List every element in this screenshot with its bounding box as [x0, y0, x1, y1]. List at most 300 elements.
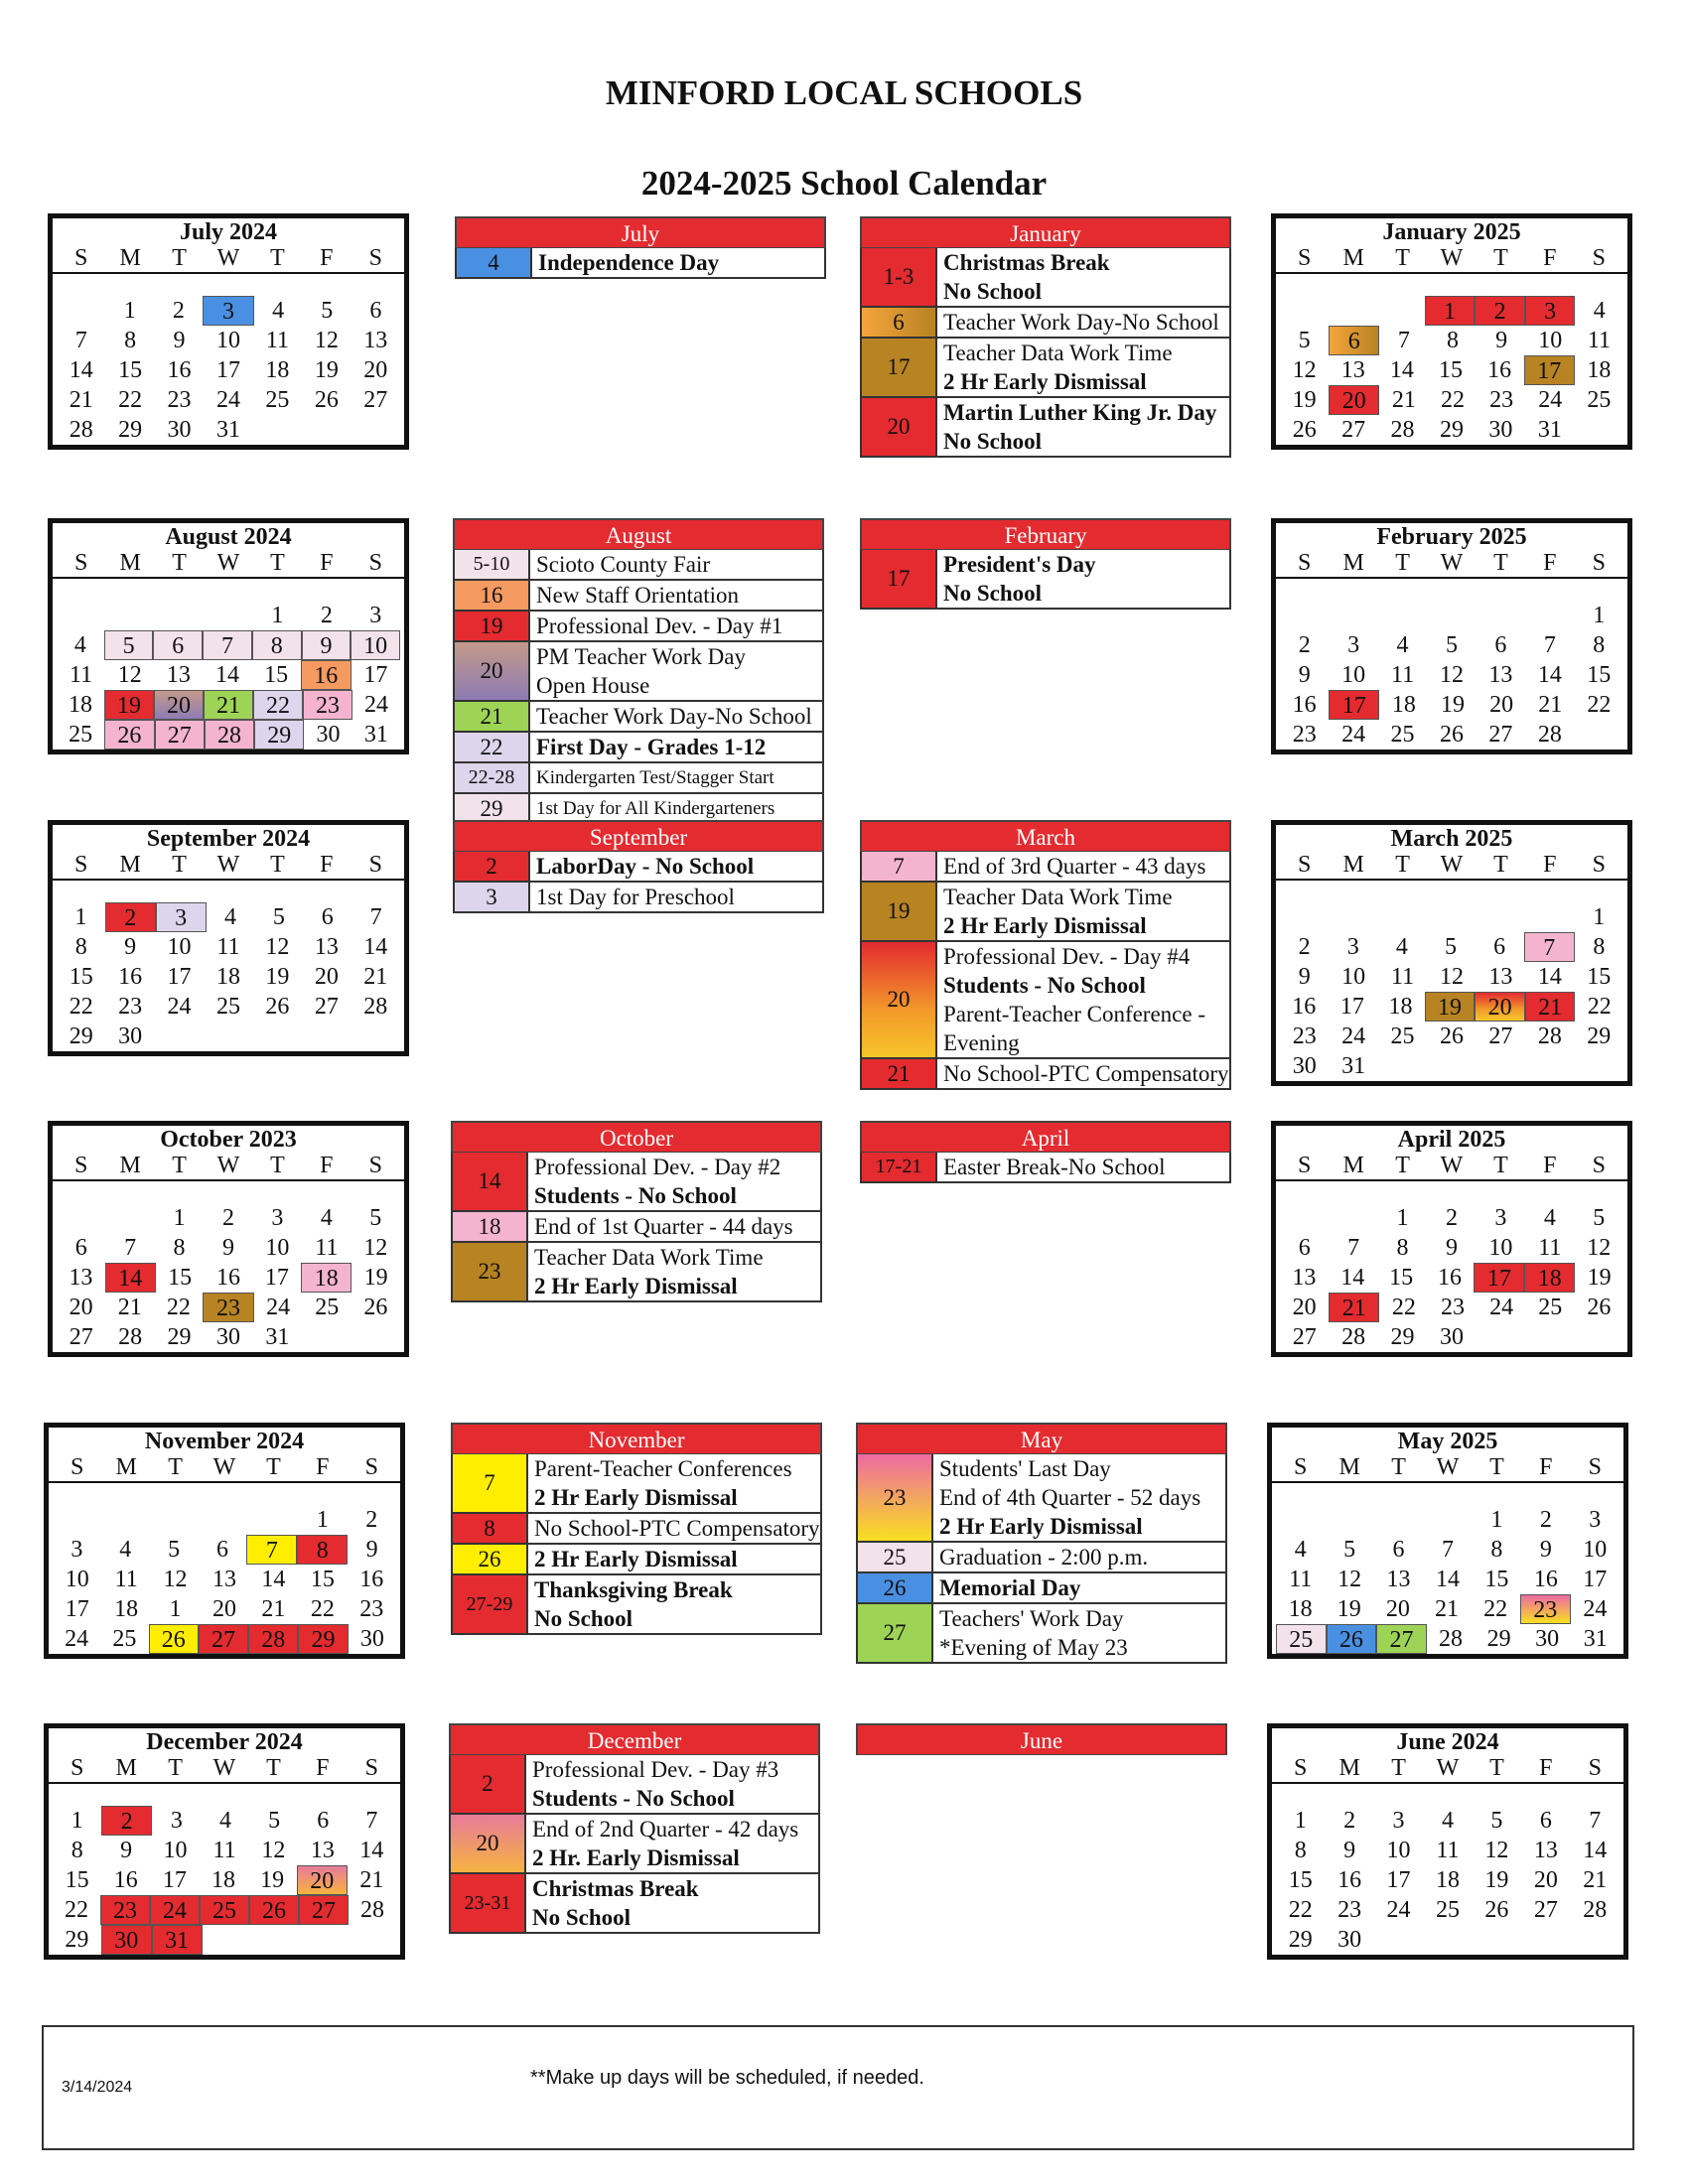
- day-cell: 26: [249, 1895, 299, 1925]
- day-cell: 25: [1276, 1624, 1327, 1654]
- day-cell: 20: [297, 1865, 348, 1895]
- month-title: September 2024: [146, 826, 311, 852]
- month-calendar-feb: [1271, 518, 1632, 754]
- day-cell: 25: [1538, 1295, 1563, 1320]
- week-row: [53, 660, 404, 690]
- week-row: [53, 1293, 404, 1322]
- weekday-label: M: [1338, 1454, 1360, 1480]
- event-text: No School: [943, 581, 1043, 606]
- weekday-label: T: [270, 550, 285, 576]
- events-sep: [453, 820, 824, 913]
- day-cell: 15: [1438, 357, 1463, 383]
- day-cell: 31: [1537, 417, 1562, 443]
- day-cell: 29: [69, 1024, 93, 1049]
- week-row: [1276, 962, 1627, 992]
- day-cell: 18: [1524, 1263, 1575, 1293]
- events-jan: [860, 216, 1231, 458]
- event-row: [449, 1815, 820, 1874]
- day-cell: 21: [1329, 1293, 1379, 1322]
- day-cell: 14: [214, 662, 239, 688]
- day-cell: 25: [1587, 387, 1612, 413]
- day-cell: 3: [156, 902, 207, 932]
- day-cell: 2: [1445, 1205, 1458, 1231]
- day-cell: 1: [271, 603, 284, 628]
- day-cell: 1: [1425, 296, 1476, 326]
- weekday-header: [1276, 549, 1627, 579]
- event-date: 17-21: [862, 1153, 937, 1181]
- day-cell: 18: [265, 357, 290, 383]
- event-date: 5-10: [455, 550, 530, 579]
- weekday-header: [1276, 244, 1627, 274]
- day-cell: 6: [1298, 1235, 1311, 1261]
- month-calendar-mar: [1271, 820, 1632, 1086]
- week-row: [1276, 385, 1627, 415]
- day-cell: 8: [252, 630, 302, 660]
- day-cell: [1423, 1925, 1472, 1955]
- day-cell: 14: [69, 357, 93, 383]
- day-cell: 7: [365, 1808, 378, 1834]
- day-cell: 28: [1537, 722, 1562, 748]
- day-cell: 15: [264, 662, 289, 688]
- weekday-header: [53, 1152, 404, 1181]
- day-cell: 24: [167, 994, 192, 1020]
- weekday-label: T: [266, 1755, 281, 1781]
- weekday-header: [1272, 1754, 1623, 1784]
- week-row: [53, 720, 404, 750]
- day-cell: 29: [1486, 1626, 1511, 1652]
- event-text: *Evening of May 23: [939, 1635, 1128, 1660]
- day-cell: [57, 601, 105, 630]
- weekday-label: M: [119, 245, 141, 271]
- day-cell: [1575, 415, 1623, 445]
- day-cell: 7: [1589, 1808, 1602, 1834]
- week-row: [1276, 296, 1627, 326]
- event-date: 7: [453, 1454, 528, 1512]
- day-cell: 18: [69, 692, 92, 718]
- day-cell: 18: [215, 964, 240, 990]
- day-cell: 15: [168, 1265, 193, 1291]
- day-cell: [1525, 902, 1574, 932]
- event-row: [860, 339, 1231, 398]
- day-cell: 22: [1587, 994, 1612, 1020]
- day-cell: 26: [149, 1624, 199, 1654]
- day-cell: 8: [1593, 632, 1606, 658]
- day-cell: 29: [1587, 1024, 1612, 1049]
- day-cell: 14: [1340, 1265, 1365, 1291]
- day-cell: [1575, 1322, 1623, 1352]
- weekday-label: T: [1391, 1454, 1406, 1480]
- day-cell: 4: [320, 1205, 333, 1231]
- day-cell: 24: [150, 1895, 200, 1925]
- weekday-label: F: [316, 1755, 330, 1781]
- day-cell: 20: [1385, 1596, 1410, 1622]
- day-cell: 16: [167, 357, 192, 383]
- day-cell: 30: [316, 722, 341, 748]
- day-cell: [1378, 1051, 1427, 1081]
- event-row: [449, 1755, 820, 1815]
- event-date: 14: [453, 1153, 528, 1210]
- day-cell: 11: [1289, 1567, 1313, 1592]
- day-cell: [302, 415, 351, 445]
- day-cell: [57, 1203, 105, 1233]
- event-row: [451, 1575, 822, 1635]
- day-cell: [352, 1022, 400, 1051]
- event-description: [530, 550, 822, 579]
- day-cell: 1: [1593, 904, 1606, 930]
- day-cell: 10: [1341, 662, 1366, 688]
- day-cell: [155, 1022, 204, 1051]
- day-cell: 11: [265, 328, 289, 353]
- weekday-label: F: [1543, 852, 1557, 878]
- weekday-label: S: [368, 550, 382, 576]
- day-cell: [53, 1505, 101, 1535]
- weekday-label: T: [1395, 550, 1410, 576]
- day-cell: [1374, 1925, 1423, 1955]
- day-cell: 8: [1396, 1235, 1409, 1261]
- weekday-label: F: [1539, 1755, 1553, 1781]
- day-cell: 4: [119, 1537, 132, 1563]
- week-row: [1276, 932, 1627, 962]
- week-row: [53, 932, 404, 962]
- event-row: [453, 612, 824, 642]
- week-row: [1276, 660, 1627, 690]
- weekday-label: T: [1489, 1755, 1504, 1781]
- event-text: Memorial Day: [939, 1575, 1081, 1600]
- day-cell: 9: [221, 1235, 234, 1261]
- day-cell: 29: [1439, 417, 1464, 443]
- day-cell: 11: [114, 1567, 138, 1592]
- weekday-label: T: [270, 852, 285, 878]
- day-cell: 14: [1389, 357, 1414, 383]
- day-cell: 10: [1583, 1537, 1608, 1563]
- event-row: [453, 883, 824, 913]
- day-cell: 17: [65, 1596, 89, 1622]
- day-cell: 6: [1329, 326, 1379, 355]
- event-row: [453, 852, 824, 883]
- event-text: Christmas Break: [532, 1876, 699, 1901]
- event-description: [526, 1815, 818, 1872]
- day-cell: 20: [154, 690, 204, 720]
- weekday-label: M: [1342, 550, 1364, 576]
- day-cell: 6: [153, 630, 203, 660]
- event-description: [937, 398, 1229, 456]
- day-cell: 13: [69, 1265, 93, 1291]
- month-title: August 2024: [165, 524, 292, 550]
- day-cell: [1378, 902, 1427, 932]
- day-cell: 7: [369, 904, 382, 930]
- day-cell: 20: [314, 964, 339, 990]
- day-cell: 25: [265, 387, 290, 413]
- day-cell: 18: [1288, 1596, 1313, 1622]
- day-cell: 16: [1533, 1567, 1558, 1592]
- day-cell: 31: [363, 722, 388, 748]
- day-cell: 12: [163, 1567, 188, 1592]
- day-cell: 12: [265, 934, 290, 960]
- day-cell: 5: [1445, 632, 1458, 658]
- weekday-label: S: [74, 245, 88, 271]
- day-cell: [1477, 902, 1525, 932]
- event-date: 19: [862, 883, 937, 940]
- events-oct: [451, 1121, 822, 1302]
- event-description: [528, 1575, 820, 1633]
- day-cell: 26: [265, 994, 290, 1020]
- day-cell: 15: [118, 357, 143, 383]
- day-cell: 13: [211, 1567, 236, 1592]
- day-cell: 21: [204, 690, 253, 720]
- day-cell: 6: [369, 298, 382, 324]
- weekday-label: W: [1436, 1454, 1460, 1480]
- event-date: 23: [858, 1454, 933, 1541]
- event-row: [453, 733, 824, 763]
- event-text: No School: [943, 429, 1043, 454]
- day-cell: 11: [315, 1235, 339, 1261]
- day-cell: [1325, 1505, 1373, 1535]
- day-cell: 23: [100, 1895, 150, 1925]
- event-text: Professional Dev. - Day #4: [943, 944, 1191, 969]
- weekday-label: S: [1298, 550, 1312, 576]
- day-cell: 21: [359, 1867, 384, 1893]
- day-cell: [302, 1022, 351, 1051]
- event-text: Students' Last Day: [939, 1456, 1111, 1481]
- day-cell: 17: [1386, 1867, 1411, 1893]
- day-cell: 6: [321, 904, 334, 930]
- day-cell: 4: [272, 298, 285, 324]
- month-header: April: [860, 1121, 1231, 1153]
- day-cell: 20: [1475, 992, 1525, 1022]
- weekday-label: S: [368, 1153, 382, 1178]
- weekday-label: W: [212, 1454, 236, 1480]
- day-cell: 7: [124, 1235, 137, 1261]
- week-row: [53, 962, 404, 992]
- weekday-label: F: [320, 245, 334, 271]
- event-text: End of 4th Quarter - 52 days: [939, 1485, 1201, 1510]
- day-cell: 17: [162, 1867, 187, 1893]
- day-cell: 19: [1336, 1596, 1361, 1622]
- day-cell: 1: [1294, 1808, 1307, 1834]
- day-cell: 23: [167, 387, 192, 413]
- weekday-label: W: [1440, 550, 1464, 576]
- event-date: 26: [858, 1573, 933, 1602]
- day-cell: 4: [1395, 934, 1408, 960]
- day-cell: 24: [1489, 1295, 1514, 1320]
- event-text: New Staff Orientation: [536, 583, 739, 608]
- event-text: Students - No School: [532, 1786, 735, 1811]
- week-row: [1276, 355, 1627, 385]
- month-calendar-dec: [44, 1723, 405, 1960]
- weekday-label: M: [119, 550, 141, 576]
- day-cell: 28: [69, 417, 93, 443]
- day-cell: 3: [369, 603, 382, 628]
- day-cell: 13: [1292, 1265, 1317, 1291]
- event-text: No School: [534, 1606, 633, 1631]
- day-cell: 4: [1543, 1205, 1556, 1231]
- day-cell: [302, 1322, 351, 1352]
- day-cell: 1: [1396, 1205, 1409, 1231]
- day-cell: 10: [163, 1838, 188, 1863]
- events-jul: [455, 216, 826, 279]
- event-date: 21: [862, 1059, 937, 1088]
- day-cell: 21: [1391, 387, 1416, 413]
- weekday-label: T: [172, 852, 187, 878]
- day-cell: 27: [299, 1895, 349, 1925]
- day-cell: 22: [166, 1295, 191, 1320]
- day-cell: 25: [69, 722, 93, 748]
- day-cell: 21: [1525, 992, 1576, 1022]
- event-text: President's Day: [943, 552, 1096, 577]
- day-cell: 30: [359, 1626, 384, 1652]
- day-cell: 24: [1341, 722, 1366, 748]
- day-cell: 22: [310, 1596, 335, 1622]
- day-cell: 26: [314, 387, 339, 413]
- day-cell: 11: [1391, 662, 1415, 688]
- event-row: [453, 550, 824, 581]
- event-text: 1st Day for Preschool: [536, 885, 735, 909]
- day-cell: 27: [1488, 1024, 1513, 1049]
- week-row: [53, 296, 404, 326]
- event-date: 1-3: [862, 248, 937, 306]
- day-cell: 26: [1439, 722, 1464, 748]
- week-row: [1276, 1051, 1627, 1081]
- weekday-label: T: [1493, 852, 1508, 878]
- day-cell: [204, 1022, 252, 1051]
- day-cell: 25: [1435, 1897, 1460, 1923]
- week-row: [49, 1895, 400, 1925]
- event-row: [453, 702, 824, 733]
- day-cell: 23: [1489, 387, 1514, 413]
- event-text: Teacher Work Day-No School: [943, 310, 1219, 335]
- month-header: September: [453, 820, 824, 852]
- weekday-label: W: [216, 852, 240, 878]
- week-row: [53, 1322, 404, 1352]
- day-cell: 21: [1434, 1596, 1459, 1622]
- day-cell: [1525, 601, 1574, 630]
- week-row: [1272, 1895, 1623, 1925]
- day-cell: 27: [1341, 417, 1366, 443]
- day-cell: [1427, 902, 1476, 932]
- day-cell: 16: [301, 660, 352, 690]
- events-nov: [451, 1423, 822, 1635]
- day-cell: 4: [1294, 1537, 1307, 1563]
- day-cell: 13: [1340, 357, 1365, 383]
- weekday-label: T: [172, 550, 187, 576]
- day-cell: 28: [205, 720, 254, 750]
- event-date: 20: [455, 642, 530, 700]
- day-cell: 26: [1327, 1624, 1377, 1654]
- month-title: February 2025: [1376, 524, 1527, 550]
- day-cell: 13: [1488, 964, 1513, 990]
- day-cell: [1521, 1925, 1570, 1955]
- weekday-header: [53, 244, 404, 274]
- weekday-label: W: [216, 245, 240, 271]
- event-date: 26: [453, 1545, 528, 1573]
- day-cell: 15: [65, 1867, 89, 1893]
- event-text: Students - No School: [534, 1183, 737, 1208]
- day-cell: 8: [297, 1535, 348, 1565]
- day-cell: 15: [310, 1567, 335, 1592]
- event-description: [937, 550, 1229, 608]
- event-date: 3: [455, 883, 530, 911]
- event-row: [451, 1545, 822, 1575]
- day-cell: [1376, 296, 1425, 326]
- day-cell: 24: [215, 387, 240, 413]
- weekday-label: F: [1543, 245, 1557, 271]
- day-cell: 24: [1386, 1897, 1411, 1923]
- weekday-label: S: [74, 1153, 88, 1178]
- event-description: [530, 883, 822, 911]
- event-row: [856, 1543, 1227, 1573]
- week-row: [1276, 601, 1627, 630]
- day-cell: 3: [1525, 296, 1576, 326]
- event-text: 2 Hr Early Dismissal: [943, 913, 1147, 938]
- day-cell: 8: [74, 934, 87, 960]
- event-text: Parent-Teacher Conference -: [943, 1002, 1206, 1026]
- event-row: [453, 763, 824, 794]
- event-description: [530, 763, 822, 792]
- day-cell: 21: [1538, 692, 1563, 718]
- day-cell: [253, 415, 302, 445]
- day-cell: 20: [1329, 385, 1379, 415]
- event-text: Easter Break-No School: [943, 1155, 1166, 1179]
- event-date: 22: [455, 733, 530, 761]
- day-cell: 10: [351, 630, 400, 660]
- event-description: [937, 852, 1229, 881]
- events-may: [856, 1423, 1227, 1664]
- day-cell: 9: [1298, 662, 1311, 688]
- day-cell: 8: [173, 1235, 186, 1261]
- day-cell: 30: [101, 1925, 152, 1955]
- day-cell: 16: [1487, 357, 1512, 383]
- weekday-label: S: [1294, 1755, 1308, 1781]
- week-row: [49, 1836, 400, 1865]
- event-row: [860, 248, 1231, 308]
- day-cell: 1: [173, 1205, 186, 1231]
- weekday-label: M: [1342, 852, 1364, 878]
- weekday-label: W: [216, 1153, 240, 1178]
- event-text: Professional Dev. - Day #1: [536, 614, 783, 638]
- day-cell: [1575, 1051, 1623, 1081]
- day-cell: 1: [74, 904, 87, 930]
- day-cell: 10: [1386, 1838, 1411, 1863]
- week-row: [1276, 1293, 1627, 1322]
- weekday-label: W: [216, 550, 240, 576]
- event-date: 2: [451, 1755, 526, 1813]
- week-row: [53, 1233, 404, 1263]
- event-text: Professional Dev. - Day #2: [534, 1155, 781, 1179]
- day-cell: 20: [1489, 692, 1514, 718]
- day-cell: 15: [1484, 1567, 1509, 1592]
- day-cell: 1: [316, 1507, 329, 1533]
- week-row: [53, 902, 404, 932]
- day-cell: 25: [112, 1626, 137, 1652]
- makeup-note: **Make up days will be scheduled, if needed.: [530, 2067, 924, 2089]
- day-cell: 26: [1587, 1295, 1612, 1320]
- day-cell: 6: [1493, 934, 1506, 960]
- day-cell: 4: [1441, 1808, 1454, 1834]
- day-cell: 3: [1494, 1205, 1507, 1231]
- month-calendar-jul: [48, 213, 409, 450]
- day-cell: 2: [172, 298, 185, 324]
- event-text: 2 Hr Early Dismissal: [534, 1547, 738, 1571]
- day-cell: 16: [1438, 1265, 1462, 1291]
- day-cell: 7: [246, 1535, 297, 1565]
- week-row: [53, 1263, 404, 1293]
- event-date: 27: [858, 1604, 933, 1662]
- event-description: [530, 612, 822, 640]
- weekday-label: W: [1440, 1153, 1464, 1178]
- day-cell: [348, 1925, 396, 1955]
- event-date: 8: [453, 1514, 528, 1543]
- week-row: [53, 415, 404, 445]
